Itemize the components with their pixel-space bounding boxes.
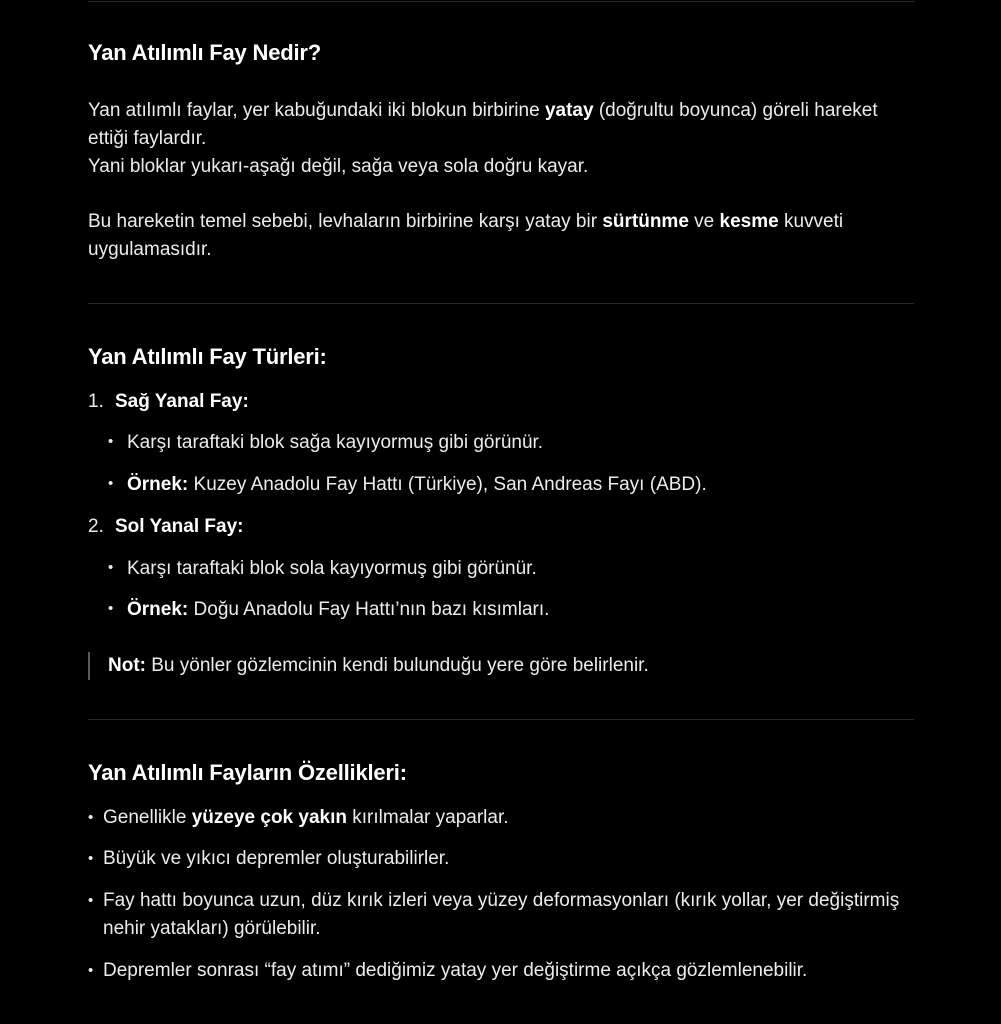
text-span: Yani bloklar yukarı-aşağı değil, sağa veya sola doğru kayar.: [88, 156, 589, 177]
list-item: [108, 471, 707, 500]
divider: [88, 1, 914, 2]
bullet-icon: •: [108, 600, 114, 617]
list-item-label: Sol Yanal Fay:: [115, 516, 244, 537]
text-span: kırılmalar yaparlar.: [346, 807, 509, 828]
text-span: kuvveti uygulamasıdır.: [88, 211, 844, 260]
note-text: Bu yönler gözlemcinin kendi bulunduğu yere göre belirlenir.: [145, 655, 649, 676]
paragraph-definition: [88, 97, 914, 181]
text-span: ve: [688, 211, 720, 232]
bold-surtunme: sürtünme: [602, 211, 689, 232]
list-item: [108, 429, 543, 458]
list-item-text: Karşı taraftaki blok sola kayıyormuş gibi görünür.: [127, 558, 537, 579]
divider: [88, 719, 914, 720]
list-item-right-lateral: [88, 388, 249, 416]
heading-what-is-strike-slip: Yan Atılımlı Fay Nedir?: [88, 40, 321, 65]
divider: [88, 303, 914, 304]
text-span: Yan atılımlı faylar, yer kabuğundaki iki blokun birbirine: [88, 100, 545, 121]
bullet-icon: •: [88, 809, 94, 826]
list-item-text: Karşı taraftaki blok sağa kayıyormuş gibi görünür.: [127, 432, 544, 453]
bullet-icon: •: [108, 433, 114, 450]
list-item-text: Doğu Anadolu Fay Hattı’nın bazı kısımları.: [188, 599, 550, 620]
list-item: [88, 887, 914, 943]
list-item-left-lateral: [88, 513, 243, 541]
list-item-text: Kuzey Anadolu Fay Hattı (Türkiye), San Andreas Fayı (ABD).: [188, 474, 707, 495]
list-item: [88, 957, 914, 985]
note-label: Not:: [108, 655, 146, 676]
example-label: Örnek:: [127, 474, 189, 495]
text-span: (doğrultu boyunca) göreli hareket ettiği faylardır.: [88, 100, 878, 149]
example-label: Örnek:: [127, 599, 189, 620]
list-item: [88, 804, 914, 832]
bullet-icon: •: [88, 850, 94, 867]
text-span: Bu hareketin temel sebebi, levhaların birbirine karşı yatay bir: [88, 211, 603, 232]
list-item-text: [103, 804, 914, 832]
list-number: 1.: [88, 391, 104, 412]
bold-surface: yüzeye çok yakın: [191, 807, 347, 828]
list-item-text: Fay hattı boyunca uzun, düz kırık izleri veya yüzey deformasyonları (kırık yollar, yer değiştirmiş nehir yatakları) görülebilir.: [103, 890, 900, 939]
heading-fault-types: Yan Atılımlı Fay Türleri:: [88, 344, 327, 369]
heading-features: Yan Atılımlı Fayların Özellikleri:: [88, 760, 407, 785]
bullet-icon: •: [88, 962, 94, 979]
note-blockquote: [88, 652, 649, 680]
list-item: [108, 555, 537, 584]
list-item-text: Büyük ve yıkıcı depremler oluşturabilirler.: [103, 848, 450, 869]
bold-kesme: kesme: [719, 211, 779, 232]
bullet-icon: •: [108, 475, 114, 492]
list-item-label: Sağ Yanal Fay:: [115, 391, 249, 412]
text-span: Genellikle: [103, 807, 192, 828]
bold-yatay: yatay: [544, 100, 594, 121]
bullet-icon: •: [88, 892, 94, 909]
list-item: [108, 596, 549, 625]
list-item: [88, 845, 914, 873]
paragraph-cause: [88, 208, 914, 264]
list-item-text: Depremler sonrası “fay atımı” dediğimiz yatay yer değiştirme açıkça gözlemlenebilir.: [103, 960, 808, 981]
list-number: 2.: [88, 516, 104, 537]
bullet-icon: •: [108, 559, 114, 576]
